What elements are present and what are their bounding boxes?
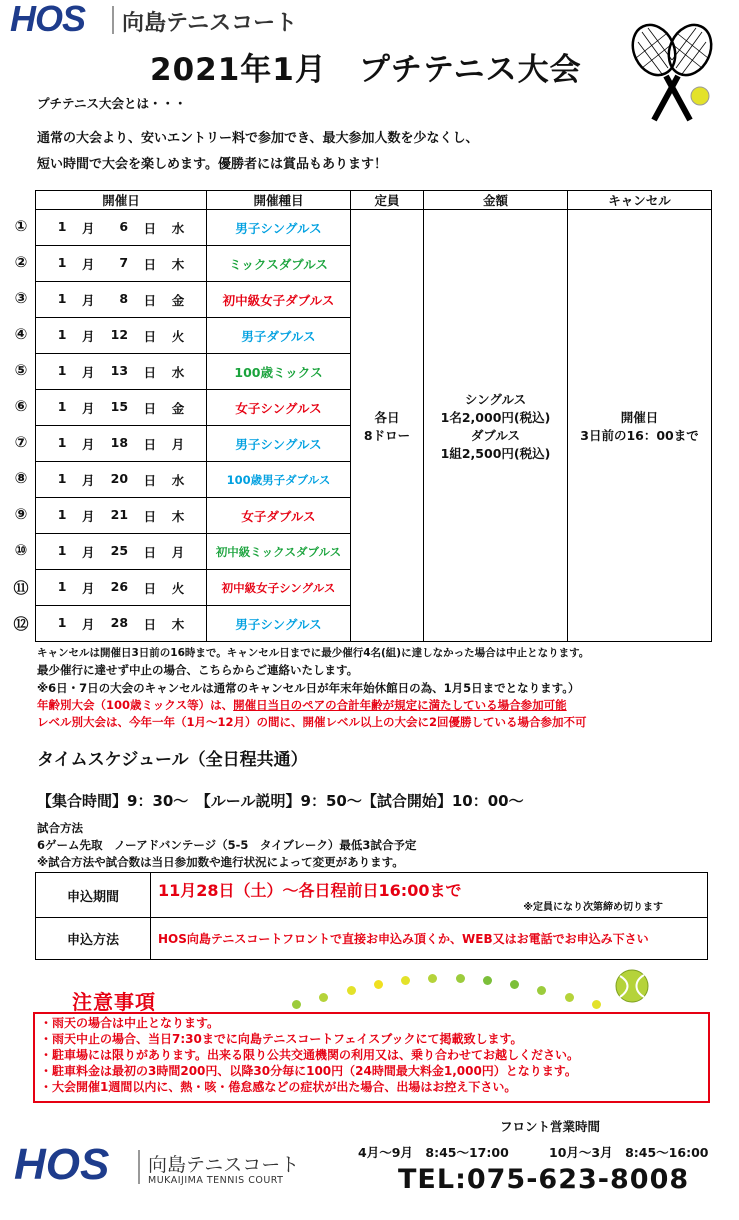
date-day-unit: 日 [143, 220, 157, 236]
price-line-1: シングルス [464, 391, 527, 407]
date-month-unit: 月 [82, 544, 95, 560]
row-number: ④ [14, 325, 28, 343]
header-event: 開催種目 [207, 191, 351, 210]
date-weekday: 木 [171, 616, 185, 632]
format-line-1: 6ゲーム先取 ノーアドバンテージ（5-5 タイブレーク）最低3試合予定 [37, 838, 417, 852]
date-day: 7 [119, 254, 129, 270]
date-weekday: 月 [171, 544, 185, 560]
date-month: 1 [57, 434, 67, 450]
event-cell [207, 426, 351, 462]
date-weekday: 水 [171, 472, 185, 488]
row-number: ⑫ [13, 615, 29, 633]
date-day-unit: 日 [143, 580, 157, 596]
date-cell [36, 606, 207, 642]
format-line-2: ※試合方法や試合数は当日参加数や進行状況によって変更があります。 [37, 855, 404, 869]
date-day: 12 [110, 326, 129, 342]
note-age [37, 697, 567, 713]
decorative-dot [319, 993, 328, 1002]
hours-label: フロント営業時間 [500, 1119, 601, 1134]
date-weekday: 火 [171, 328, 185, 344]
event-name: 初中級ミックスダブルス [215, 544, 342, 559]
notice-item: ・雨天中止の場合、当日7:30までに向島テニスコートフェイスブックにて掲載致します。 [40, 1032, 523, 1046]
row-number: ⑦ [14, 433, 28, 451]
table-row [36, 210, 712, 246]
date-day: 18 [110, 434, 129, 450]
note-contact: 最少催行に達せず中止の場合、こちらからご連絡いたします。 [37, 663, 359, 677]
facility-name: 向島テニスコート [122, 11, 298, 36]
notice-item: ・駐車料金は最初の3時間200円、以降30分毎に100円（24時間最大料金1,000円）となります。 [40, 1064, 577, 1078]
header-logo [8, 0, 338, 42]
date-month-unit: 月 [82, 472, 95, 488]
notice-item: ・駐車場には限りがあります。出来る限り公共交通機関の利用又は、乗り合わせてお越しください。 [40, 1048, 580, 1062]
logo-divider [112, 6, 114, 34]
tennis-ball-icon [614, 968, 650, 1004]
date-weekday: 金 [171, 400, 185, 416]
date-weekday: 木 [171, 256, 185, 272]
date-weekday: 金 [171, 292, 185, 308]
row-number: ⑩ [14, 541, 28, 559]
date-month: 1 [57, 470, 67, 486]
date-month-unit: 月 [82, 400, 95, 416]
event-name: 100歳男子ダブルス [226, 472, 331, 487]
row-number: ① [14, 217, 28, 235]
notice-list [35, 1015, 708, 1095]
intro-heading: プチテニス大会とは・・・ [37, 96, 187, 111]
period-cell [151, 873, 708, 918]
event-cell [207, 534, 351, 570]
date-cell [36, 426, 207, 462]
event-cell [207, 570, 351, 606]
date-month: 1 [57, 398, 67, 414]
decorative-dot [510, 980, 519, 989]
footer-logo [14, 1138, 314, 1194]
date-day-unit: 日 [143, 508, 157, 524]
date-day-unit: 日 [143, 544, 157, 560]
decorative-dot [292, 1000, 301, 1009]
date-month-unit: 月 [82, 220, 95, 236]
date-day: 28 [110, 614, 129, 630]
decorative-dot [537, 986, 546, 995]
notice-heading: 注意事項 [72, 990, 156, 1014]
event-cell [207, 318, 351, 354]
row-number: ③ [14, 289, 28, 307]
decorative-dot [374, 980, 383, 989]
date-month: 1 [57, 506, 67, 522]
event-cell [207, 246, 351, 282]
event-name: 初中級女子ダブルス [222, 292, 335, 308]
date-month: 1 [57, 362, 67, 378]
decorative-dot [347, 986, 356, 995]
footer-hos-logo-text: HOS [14, 1140, 110, 1189]
date-weekday: 木 [171, 508, 185, 524]
hours-winter: 10月～3月 8:45～16:00 [549, 1145, 709, 1160]
header-price: 金額 [424, 191, 568, 210]
date-day: 6 [119, 218, 129, 234]
date-cell [36, 462, 207, 498]
date-day: 26 [110, 578, 129, 594]
row-number: ② [14, 253, 28, 271]
row-number: ⑨ [14, 505, 28, 523]
note-holiday: ※6日・7日の大会のキャンセルは通常のキャンセル日が年末年始休館日の為、1月5日までとなります。） [37, 681, 580, 695]
header-cancel: キャンセル [568, 191, 712, 210]
decorative-dot [428, 974, 437, 983]
date-cell [36, 498, 207, 534]
date-cell [36, 390, 207, 426]
capacity-line-2: 8ドロー [363, 427, 411, 443]
date-day: 15 [110, 398, 129, 414]
period-value: 11月28日（土）～各日程前日16:00まで [158, 880, 462, 900]
date-weekday: 水 [171, 220, 185, 236]
telephone-number[interactable]: TEL:075-623-8008 [398, 1164, 690, 1195]
price-line-3: ダブルス [470, 427, 521, 443]
notice-item: ・大会開催1週間以内に、熱・咳・倦怠感などの症状が出た場合、出場はお控え下さい。 [40, 1080, 517, 1094]
event-name: 女子シングルス [235, 400, 322, 416]
header-capacity: 定員 [351, 191, 424, 210]
notice-item: ・雨天の場合は中止となります。 [40, 1016, 220, 1030]
date-cell [36, 318, 207, 354]
tennis-rackets-icon [622, 20, 722, 130]
event-name: 100歳ミックス [234, 364, 323, 380]
price-cell [424, 210, 568, 642]
date-cell [36, 354, 207, 390]
date-day: 25 [110, 542, 129, 558]
date-cell [36, 210, 207, 246]
hos-logo-text: HOS [10, 0, 86, 39]
date-month: 1 [57, 542, 67, 558]
date-day-unit: 日 [143, 364, 157, 380]
row-number: ⑥ [14, 397, 28, 415]
header-date: 開催日 [36, 191, 207, 210]
date-day: 13 [110, 362, 129, 378]
date-cell [36, 246, 207, 282]
date-month: 1 [57, 218, 67, 234]
date-month: 1 [57, 614, 67, 630]
date-month-unit: 月 [82, 436, 95, 452]
date-day-unit: 日 [143, 256, 157, 272]
date-month: 1 [57, 578, 67, 594]
time-heading: タイムスケジュール（全日程共通） [37, 750, 308, 770]
row-number: ⑤ [14, 361, 28, 379]
date-day: 8 [119, 290, 129, 306]
capacity-cell [351, 210, 424, 642]
date-day: 21 [110, 506, 129, 522]
cancel-cell [568, 210, 712, 642]
cancel-line-1: 開催日 [620, 409, 659, 425]
date-day-unit: 日 [143, 292, 157, 308]
date-weekday: 水 [171, 364, 185, 380]
note-age-a: 年齢別大会（100歳ミックス等）は、 [37, 698, 234, 712]
decorative-dot [565, 993, 574, 1002]
event-cell [207, 390, 351, 426]
price-line-2: 1名2,000円(税込) [440, 409, 551, 425]
date-day-unit: 日 [143, 400, 157, 416]
date-cell [36, 534, 207, 570]
date-month-unit: 月 [82, 364, 95, 380]
event-name: 女子ダブルス [241, 508, 316, 524]
cancel-line-2: 3日前の16：00まで [580, 427, 699, 443]
decorative-dot [483, 976, 492, 985]
date-month: 1 [57, 290, 67, 306]
method-value: HOS向島テニスコートフロントで直接お申込み頂くか、WEB又はお電話でお申込み下さい [158, 932, 649, 946]
footer-facility-en: MUKAIJIMA TENNIS COURT [148, 1175, 284, 1186]
format-heading: 試合方法 [37, 821, 83, 835]
event-cell [207, 210, 351, 246]
schedule-table [35, 190, 712, 642]
date-day: 20 [110, 470, 129, 486]
event-name: 男子ダブルス [241, 328, 316, 344]
intro-line-2: 短い時間で大会を楽しめます。優勝者には賞品もあります！ [37, 157, 387, 172]
date-month-unit: 月 [82, 292, 95, 308]
decorative-dot [456, 974, 465, 983]
application-table [35, 872, 708, 960]
date-day-unit: 日 [143, 436, 157, 452]
date-month-unit: 月 [82, 508, 95, 524]
event-name: 男子シングルス [235, 436, 322, 452]
hours-summer: 4月～9月 8:45～17:00 [358, 1145, 509, 1160]
event-cell [207, 606, 351, 642]
row-number: ⑪ [13, 579, 29, 597]
date-weekday: 月 [171, 436, 185, 452]
date-day-unit: 日 [143, 472, 157, 488]
date-month-unit: 月 [82, 616, 95, 632]
time-line: 【集合時間】9：30～ 【ルール説明】9：50～【試合開始】10：00～ [37, 792, 524, 810]
note-age-b: 開催日当日のペアの合計年齢が規定に満たしている場合参加可能 [233, 698, 567, 712]
date-weekday: 火 [171, 580, 185, 596]
capacity-line-1: 各日 [374, 409, 400, 425]
date-month-unit: 月 [82, 256, 95, 272]
footer-logo-divider [138, 1150, 140, 1184]
event-name: 男子シングルス [235, 616, 322, 632]
event-name: ミックスダブルス [229, 256, 328, 272]
notice-box [33, 1012, 710, 1103]
date-cell [36, 282, 207, 318]
period-label: 申込期間 [36, 873, 151, 918]
decorative-dot [592, 1000, 601, 1009]
event-cell [207, 354, 351, 390]
event-cell [207, 282, 351, 318]
date-month: 1 [57, 254, 67, 270]
note-level: レベル別大会は、今年一年（1月～12月）の間に、開催レベル以上の大会に2回優勝している場合参加不可 [37, 715, 587, 729]
price-line-4: 1組2,500円(税込) [440, 445, 551, 461]
footer-facility-name: 向島テニスコート [148, 1154, 300, 1176]
decorative-dot [401, 976, 410, 985]
date-day-unit: 日 [143, 616, 157, 632]
method-cell [151, 918, 708, 960]
period-note: ※定員になり次第締め切ります [523, 902, 663, 913]
row-number: ⑧ [14, 469, 28, 487]
date-day-unit: 日 [143, 328, 157, 344]
event-cell [207, 462, 351, 498]
note-cancel: キャンセルは開催日3日前の16時まで。キャンセル日までに最少催行4名(組)に達しなかった場合は中止となります。 [37, 647, 590, 659]
date-month-unit: 月 [82, 580, 95, 596]
event-cell [207, 498, 351, 534]
page-title: 2021年1月 プチテニス大会 [150, 52, 582, 88]
date-month: 1 [57, 326, 67, 342]
event-name: 男子シングルス [235, 220, 322, 236]
date-month-unit: 月 [82, 328, 95, 344]
date-cell [36, 570, 207, 606]
method-label: 申込方法 [36, 918, 151, 960]
event-name: 初中級女子シングルス [221, 580, 336, 595]
intro-line-1: 通常の大会より、安いエントリー料で参加でき、最大参加人数を少なくし、 [37, 131, 479, 146]
